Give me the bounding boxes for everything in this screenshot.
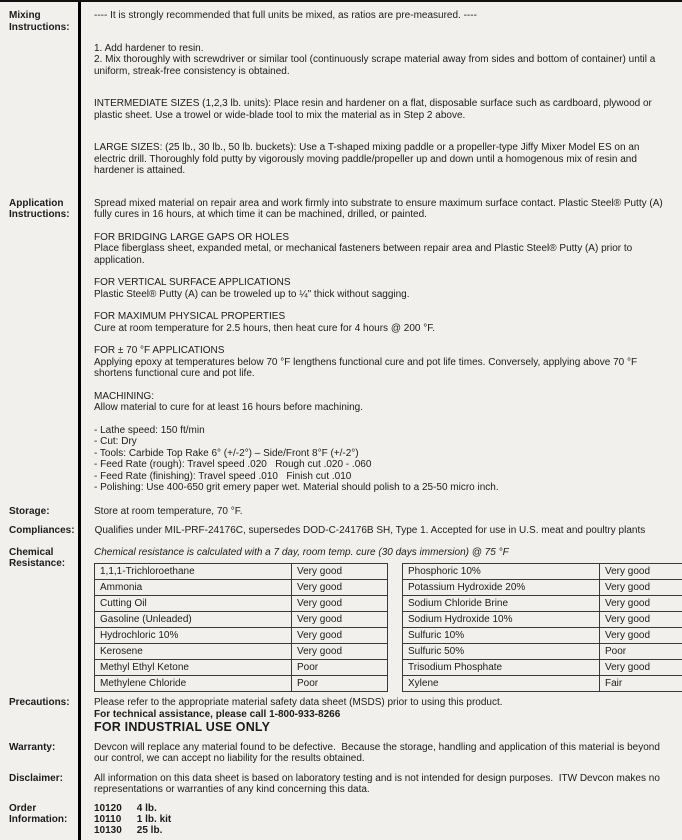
precautions-content [78, 697, 682, 734]
table-row [403, 564, 682, 580]
mixing-step-2: 2. Mix thoroughly with screwdriver or similar tool (continuously scrape material away from sides and bottom of container) until a uniform, streak-free consistency is obtained. [94, 54, 659, 77]
application-body-temperature: Applying epoxy at temperatures below 70 °F lengthens functional cure and pot life times. Conversely, applying above 70 °F shortens functional cure and pot life. [94, 356, 640, 379]
chemical-rating: Very good [600, 612, 682, 628]
chemical-name: Trisodium Phosphate [403, 660, 600, 676]
order-item-code: 10130 [94, 824, 122, 836]
mixing-large-sizes: LARGE SIZES: (25 lb., 30 lb., 50 lb. buckets): Use a T-shaped mixing paddle or a propeller-type Jiffy Mixer Model ES on an electric drill. Thoroughly fold putty by vigorously moving paddle/propeller up and down until a homogenous mix of resin and hardener is attained. [94, 142, 643, 176]
chemical-rating: Very good [292, 564, 388, 580]
table-row [95, 596, 388, 612]
table-row [95, 660, 388, 676]
application-subheading-machining: MACHINING: [94, 390, 154, 402]
precautions-technical-assistance-line: For technical assistance, please call 1-800-933-8266 [94, 708, 341, 720]
order-information-content [78, 803, 682, 836]
chemical-name: Phosphoric 10% [403, 564, 600, 580]
storage-content [78, 506, 682, 518]
chemical-name: Methyl Ethyl Ketone [95, 660, 292, 676]
chemical-name: Methylene Chloride [95, 676, 292, 692]
machining-spec-tools: - Tools: Carbide Top Rake 6° (+/-2°) – Side/Front 8°F (+/-2°) [94, 447, 359, 459]
machining-spec-cut: - Cut: Dry [94, 436, 137, 447]
table-row [403, 628, 682, 644]
chemical-rating: Very good [292, 612, 388, 628]
application-body-physical: Cure at room temperature for 2.5 hours, then heat cure for 4 hours @ 200 °F. [94, 322, 435, 334]
chemical-resistance-note: Chemical resistance is calculated with a 7 day, room temp. cure (30 days immersion) @ 75 °F [94, 546, 509, 558]
chemical-rating: Fair [600, 676, 682, 692]
application-subheading-bridging: FOR BRIDGING LARGE GAPS OR HOLES [94, 231, 290, 243]
application-subheading-physical: FOR MAXIMUM PHYSICAL PROPERTIES [94, 311, 286, 322]
table-row [403, 676, 682, 692]
application-intro: Spread mixed material on repair area and work firmly into substrate to ensure maximum surface contact. Plastic Steel® Putty (A) fully cures in 16 hours, at which time it can be machined, drilled, or painted. [94, 197, 666, 220]
chemical-rating: Very good [292, 580, 388, 596]
storage-body: Store at room temperature, 70 °F. [94, 505, 243, 517]
table-row [403, 580, 682, 596]
mixing-instructions-label: Mixing Instructions: [9, 10, 70, 33]
application-subheading-temperature: FOR ± 70 °F APPLICATIONS [94, 345, 225, 356]
chemical-name: 1,1,1-Trichloroethane [95, 564, 292, 580]
order-item-code: 10110 [94, 813, 122, 825]
chemical-rating: Very good [600, 628, 682, 644]
chemical-name: Kerosene [95, 644, 292, 660]
section-chemical-resistance [0, 537, 682, 693]
chemical-rating: Very good [600, 580, 682, 596]
table-row [95, 564, 388, 580]
mixing-step-1: 1. Add hardener to resin. [94, 42, 204, 54]
table-row [403, 644, 682, 660]
disclaimer-body: All information on this data sheet is based on laboratory testing and is not intended for design purposes. ITW Devcon makes no representations or warranties of any kind concerning this data. [94, 772, 663, 795]
table-row [403, 660, 682, 676]
application-instructions-content [78, 198, 682, 494]
chemical-rating: Very good [600, 596, 682, 612]
warranty-content [78, 742, 682, 765]
order-item-size: 1 lb. kit [136, 813, 172, 825]
chemical-rating: Poor [292, 660, 388, 676]
application-instructions-label: Application Instructions: [9, 197, 70, 220]
compliances-label: Compliances: [9, 525, 75, 536]
section-storage [0, 494, 682, 518]
chemical-name: Sulfuric 10% [403, 628, 600, 644]
chemical-table-right [402, 563, 682, 692]
table-row [95, 676, 388, 692]
chemical-rating: Very good [600, 564, 682, 580]
chemical-rating: Poor [292, 676, 388, 692]
machining-spec-lathe: - Lathe speed: 150 ft/min [94, 424, 205, 436]
vertical-divider [78, 2, 81, 840]
section-precautions [0, 692, 682, 734]
chemical-name: Sodium Chloride Brine [403, 596, 600, 612]
chemical-name: Potassium Hydroxide 20% [403, 580, 600, 596]
precautions-label: Precautions: [9, 697, 70, 708]
section-disclaimer [0, 765, 682, 796]
chemical-rating: Very good [600, 660, 682, 676]
chemical-resistance-content [78, 547, 682, 693]
precautions-industrial-use-line: FOR INDUSTRIAL USE ONLY [94, 720, 271, 734]
machining-spec-list [94, 425, 672, 494]
mixing-instructions-content [78, 10, 682, 177]
chemical-rating: Very good [292, 596, 388, 612]
warranty-label: Warranty: [9, 741, 56, 753]
section-order-information [0, 796, 682, 836]
table-row [95, 628, 388, 644]
application-body-bridging: Place fiberglass sheet, expanded metal, or mechanical fasteners between repair area and Plastic Steel® Putty (A) prior to application. [94, 243, 635, 266]
chemical-name: Gasoline (Unleaded) [95, 612, 292, 628]
chemical-resistance-tables [94, 563, 682, 692]
chemical-name: Ammonia [95, 580, 292, 596]
precautions-msds-line: Please refer to the appropriate material safety data sheet (MSDS) prior to using this product. [94, 697, 503, 708]
storage-label: Storage: [9, 505, 50, 517]
section-warranty [0, 734, 682, 765]
mixing-note: ---- It is strongly recommended that full units be mixed, as ratios are pre-measured. ---- [94, 10, 477, 21]
chemical-name: Sulfuric 50% [403, 644, 600, 660]
table-row [95, 644, 388, 660]
machining-spec-polishing: - Polishing: Use 400-650 grit emery paper wet. Material should polish to a 25-50 micro inch. [94, 482, 499, 493]
chemical-table-left [94, 563, 388, 692]
order-item-code: 10120 [94, 802, 122, 814]
chemical-rating: Poor [600, 644, 682, 660]
table-row [403, 596, 682, 612]
chemical-name: Sodium Hydroxide 10% [403, 612, 600, 628]
order-information-label: Order Information: [9, 802, 68, 825]
application-body-vertical: Plastic Steel® Putty (A) can be troweled up to ¼" thick without sagging. [94, 288, 410, 300]
compliances-content [79, 525, 682, 537]
machining-spec-feed-finishing: - Feed Rate (finishing): Travel speed .010 Finish cut .010 [94, 470, 352, 482]
machining-spec-feed-rough: - Feed Rate (rough): Travel speed .020 Rough cut .020 - .060 [94, 459, 372, 470]
chemical-name: Cutting Oil [95, 596, 292, 612]
application-body-machining: Allow material to cure for at least 16 hours before machining. [94, 402, 364, 413]
section-compliances [0, 517, 682, 537]
application-subheading-vertical: FOR VERTICAL SURFACE APPLICATIONS [94, 277, 291, 288]
disclaimer-label: Disclaimer: [9, 772, 63, 784]
disclaimer-content [78, 773, 682, 796]
chemical-resistance-label: Chemical Resistance: [9, 546, 66, 569]
chemical-rating: Very good [292, 644, 388, 660]
chemical-rating: Very good [292, 628, 388, 644]
chemical-name: Hydrochloric 10% [95, 628, 292, 644]
table-row [95, 580, 388, 596]
section-application-instructions [0, 177, 682, 494]
order-item-row [94, 803, 672, 814]
compliances-body: Qualifies under MIL-PRF-24176C, supersedes DOD-C-24176B SH, Type 1. Accepted for use in U.S. meat and poultry plants [94, 525, 646, 536]
order-item-row [94, 825, 672, 836]
section-mixing-instructions [0, 2, 682, 177]
table-row [95, 612, 388, 628]
order-item-size: 4 lb. [136, 802, 157, 814]
order-item-row [94, 814, 672, 825]
chemical-name: Xylene [403, 676, 600, 692]
mixing-intermediate-sizes: INTERMEDIATE SIZES (1,2,3 lb. units): Place resin and hardener on a flat, disposable surface such as cardboard, plywood or plastic sheet. Use a trowel or wide-blade tool to mix the material as in Step 2 above. [94, 98, 655, 121]
warranty-body: Devcon will replace any material found to be defective. Because the storage, handling and application of this material is beyond our control, we can accept no liability for the results obtained. [94, 741, 663, 764]
table-row [403, 612, 682, 628]
order-item-size: 25 lb. [136, 824, 163, 836]
